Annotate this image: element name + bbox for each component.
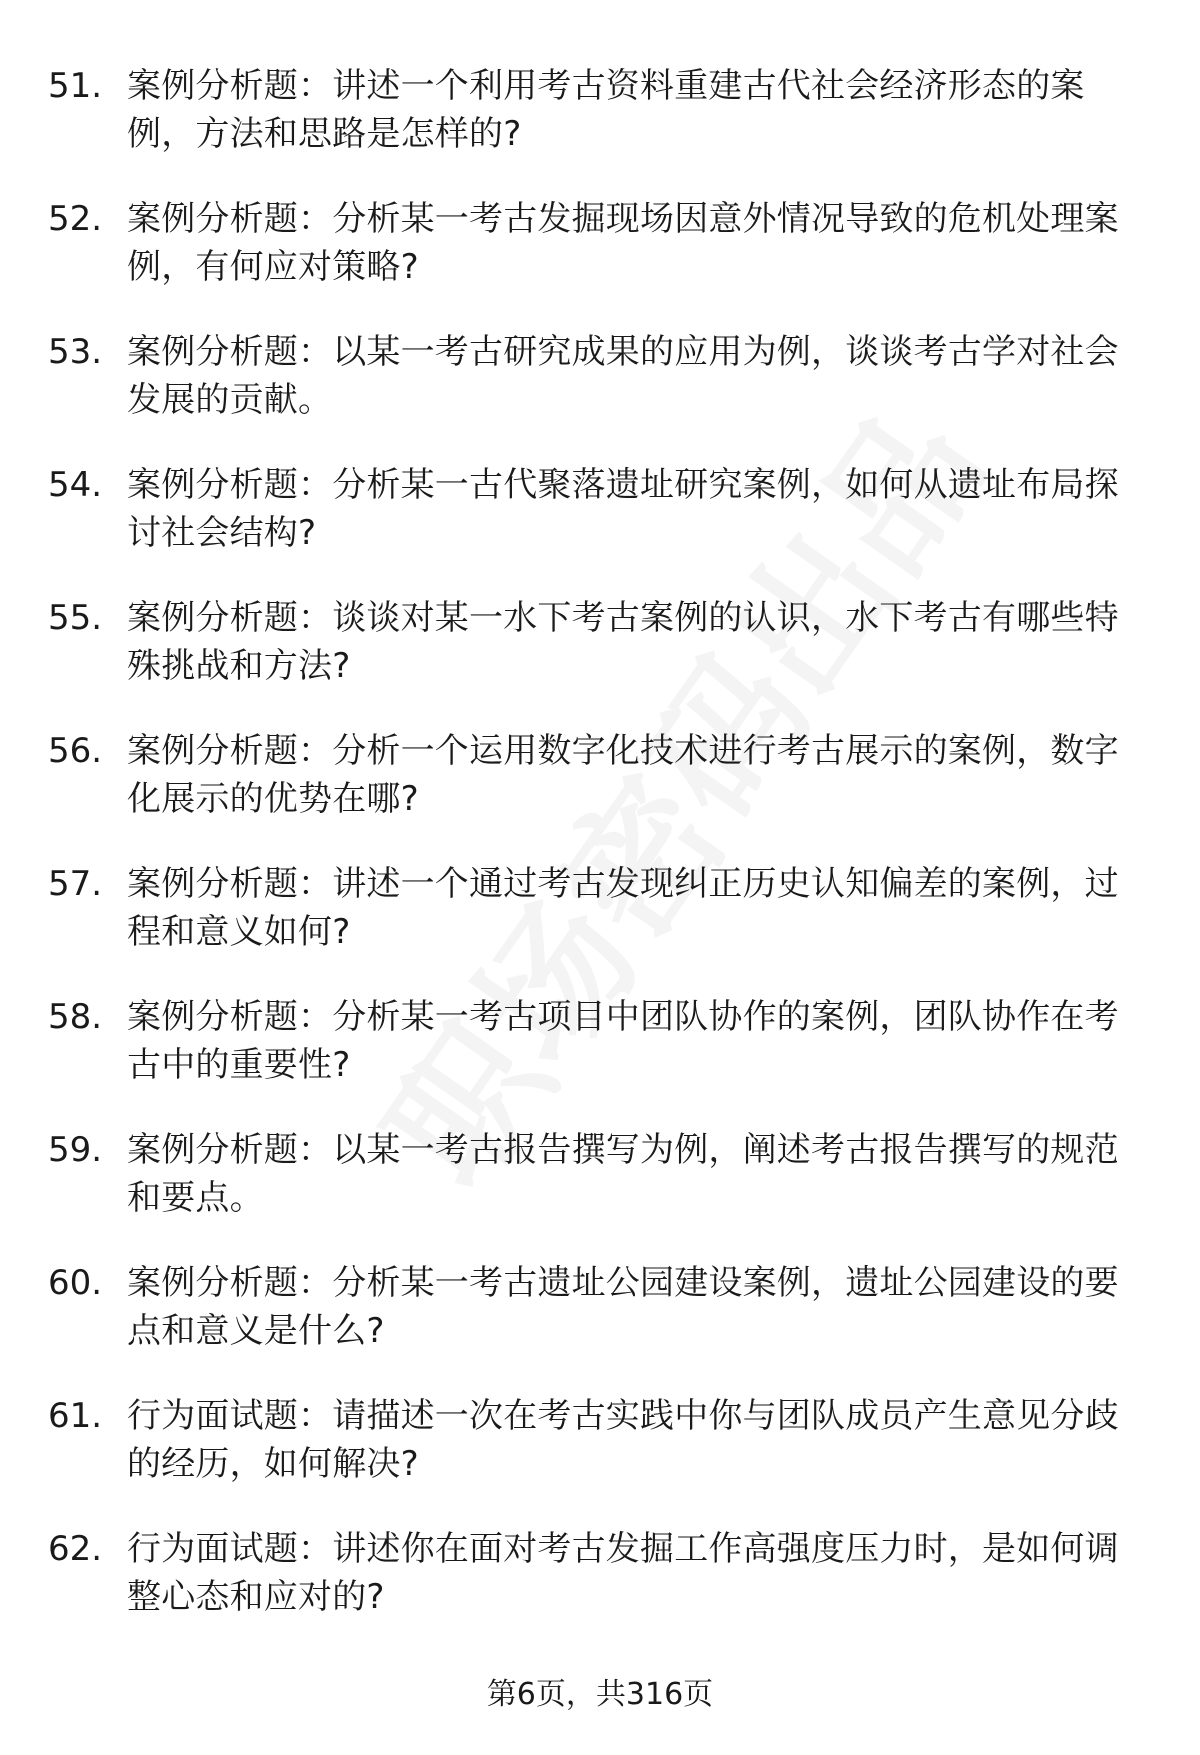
question-number: 59. <box>48 1130 103 1170</box>
question-text: 案例分析题：分析某一古代聚落遗址研究案例，如何从遗址布局探讨社会结构? <box>127 465 1119 553</box>
question-list <box>0 62 1200 1658</box>
question-text: 案例分析题：以某一考古研究成果的应用为例，谈谈考古学对社会发展的贡献。 <box>127 332 1119 420</box>
question-item <box>0 594 1200 727</box>
question-number: 57. <box>48 864 103 904</box>
question-number: 56. <box>48 731 103 771</box>
question-item <box>0 1126 1200 1259</box>
page-footer: 第6页，共316页 <box>486 1677 714 1712</box>
question-item <box>0 461 1200 594</box>
question-number: 54. <box>48 465 103 505</box>
question-item <box>0 727 1200 860</box>
question-number: 58. <box>48 997 103 1037</box>
question-text: 案例分析题：讲述一个利用考古资料重建古代社会经济形态的案例，方法和思路是怎样的? <box>127 66 1085 154</box>
question-item <box>0 328 1200 461</box>
question-text: 案例分析题：分析某一考古遗址公园建设案例，遗址公园建设的要点和意义是什么? <box>127 1263 1119 1351</box>
question-text: 案例分析题：讲述一个通过考古发现纠正历史认知偏差的案例，过程和意义如何? <box>127 864 1119 952</box>
question-text: 案例分析题：谈谈对某一水下考古案例的认识，水下考古有哪些特殊挑战和方法? <box>127 598 1119 686</box>
question-text: 案例分析题：分析某一考古项目中团队协作的案例，团队协作在考古中的重要性? <box>127 997 1119 1085</box>
question-number: 60. <box>48 1263 103 1303</box>
question-text: 行为面试题：讲述你在面对考古发掘工作高强度压力时，是如何调整心态和应对的? <box>127 1529 1119 1617</box>
question-text: 行为面试题：请描述一次在考古实践中你与团队成员产生意见分歧的经历，如何解决? <box>127 1396 1119 1484</box>
question-item <box>0 62 1200 195</box>
question-number: 51. <box>48 66 103 106</box>
question-item <box>0 195 1200 328</box>
question-number: 52. <box>48 199 103 239</box>
question-item <box>0 860 1200 993</box>
question-number: 55. <box>48 598 103 638</box>
question-item <box>0 993 1200 1126</box>
question-item <box>0 1525 1200 1658</box>
question-text: 案例分析题：以某一考古报告撰写为例，阐述考古报告撰写的规范和要点。 <box>127 1130 1119 1218</box>
question-number: 53. <box>48 332 103 372</box>
question-number: 62. <box>48 1529 103 1569</box>
question-item <box>0 1392 1200 1525</box>
question-number: 61. <box>48 1396 103 1436</box>
question-item <box>0 1259 1200 1392</box>
question-text: 案例分析题：分析一个运用数字化技术进行考古展示的案例，数字化展示的优势在哪? <box>127 731 1119 819</box>
question-text: 案例分析题：分析某一考古发掘现场因意外情况导致的危机处理案例，有何应对策略? <box>127 199 1119 287</box>
